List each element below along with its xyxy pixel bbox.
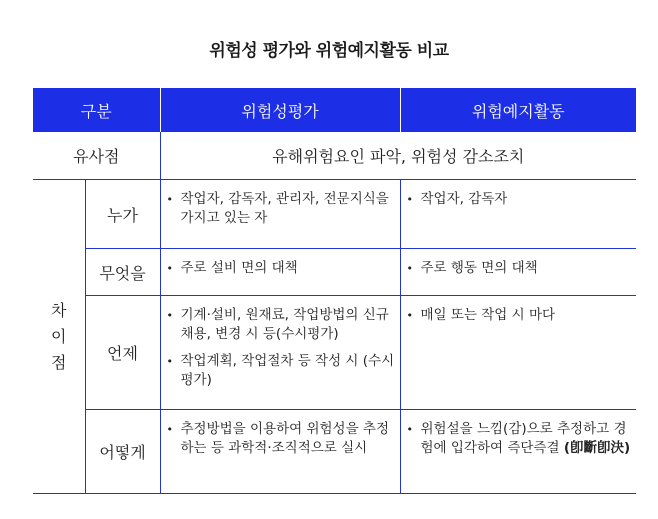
similarity-row xyxy=(33,132,636,180)
bullet-icon: • xyxy=(406,193,414,206)
header-risk-assessment: 위험성평가 xyxy=(160,88,400,132)
table-row xyxy=(33,249,636,296)
row-label-how: 어떻게 xyxy=(85,410,160,494)
bullet-icon: • xyxy=(406,309,414,322)
header-risk-prediction: 위험예지활동 xyxy=(400,88,636,132)
bullet-icon: • xyxy=(166,193,174,206)
table-row xyxy=(33,410,636,494)
bullet-icon: • xyxy=(166,262,174,275)
risk-how-cell: • 추정방법을 이용하여 위험성을 추정하는 등 과학적·조직적으로 실시 xyxy=(160,410,400,494)
header-row xyxy=(33,88,636,132)
table-row xyxy=(33,296,636,410)
difference-label: 차 이 점 xyxy=(33,180,85,494)
table-row xyxy=(33,180,636,249)
bullet-icon: • xyxy=(406,423,414,436)
risk-who-cell: • 작업자, 감독자, 관리자, 전문지식을 가지고 있는 자 xyxy=(160,180,400,249)
similarity-text: 유해위험요인 파악, 위험성 감소조치 xyxy=(160,132,636,180)
risk-when-cell: • 기계·설비, 원재료, 작업방법의 신규채용, 변경 시 등(수시평가) • 작업계획, 작업절차 등 작성 시 (수시평가) xyxy=(160,296,400,410)
similarity-label: 유사점 xyxy=(33,132,160,180)
hanja-term: (卽斷卽決) xyxy=(563,440,631,456)
bullet-icon: • xyxy=(406,262,414,275)
predict-what-cell: • 주로 행동 면의 대책 xyxy=(400,249,636,296)
bullet-icon: • xyxy=(166,423,174,436)
header-category: 구분 xyxy=(33,88,160,132)
row-label-when: 언제 xyxy=(85,296,160,410)
row-label-what: 무엇을 xyxy=(85,249,160,296)
predict-how-cell: • 위험설을 느낌(감)으로 추정하고 경험에 입각하여 즉단즉결 (卽斷卽決) xyxy=(400,410,636,494)
comparison-table xyxy=(33,88,636,494)
bullet-icon: • xyxy=(166,355,174,368)
bullet-icon: • xyxy=(166,309,174,322)
predict-when-cell: • 매일 또는 작업 시 마다 xyxy=(400,296,636,410)
risk-what-cell: • 주로 설비 면의 대책 xyxy=(160,249,400,296)
row-label-who: 누가 xyxy=(85,180,160,249)
predict-who-cell: • 작업자, 감독자 xyxy=(400,180,636,249)
page-title: 위험성 평가와 위험예지활동 비교 xyxy=(209,41,449,61)
